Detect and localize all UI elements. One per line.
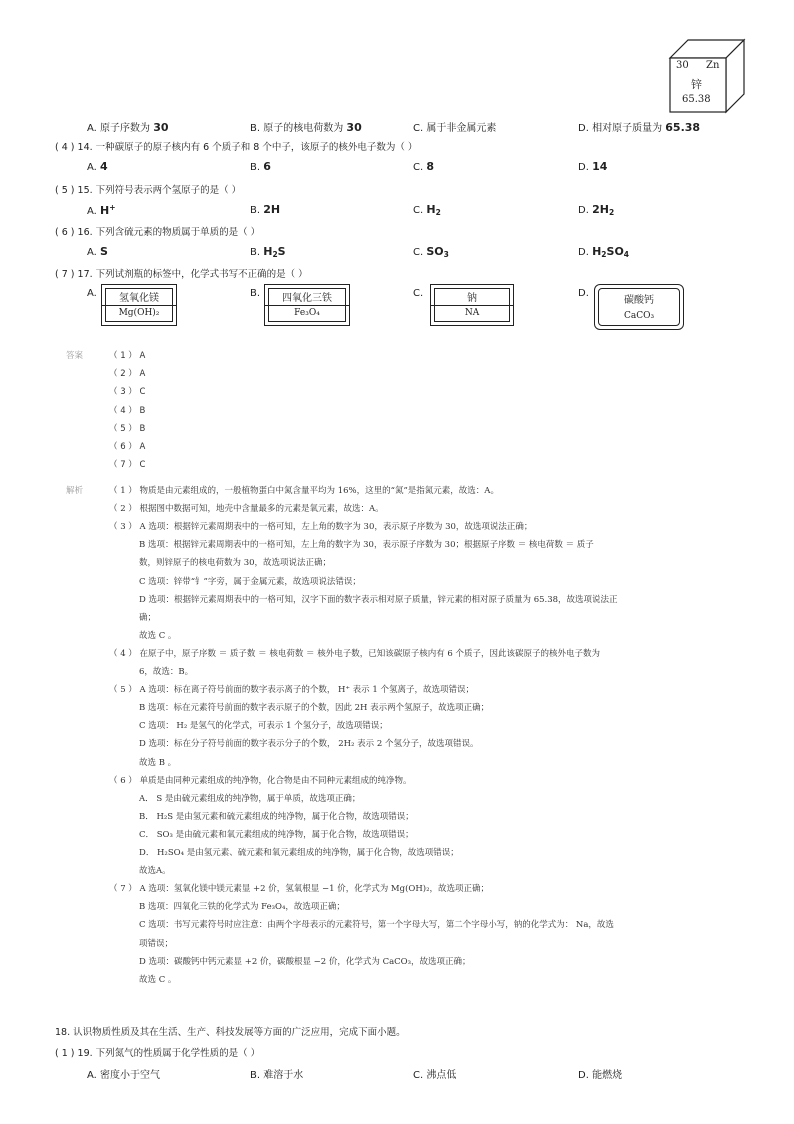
option-text: 相对原子质量为 <box>592 123 663 134</box>
q13-option-c[interactable] <box>413 119 496 134</box>
zinc-element-card <box>668 36 748 116</box>
q19-option-b[interactable]: B. 难溶于水 <box>250 1070 304 1081</box>
explanation-line: （ 7 ） A 选项：氢氧化镁中镁元素显 +2 价，氢氧根显 −1 价，化学式为 Mg(OH)₂，故选项正确； <box>109 884 489 895</box>
explanation-line: 故选 B 。 <box>139 757 177 768</box>
explanation-line: B 选项：标在元素符号前面的数字表示原子的个数，因此 2H 表示两个氢原子，故选项正确； <box>139 703 490 714</box>
q16-option-b[interactable]: B. $H_2S$ <box>250 245 286 259</box>
answer-item: （ 4 ） B <box>109 405 146 416</box>
element-name: 锌 <box>691 78 702 91</box>
q17-option-d-label[interactable] <box>594 284 684 330</box>
q17-option-c-label[interactable] <box>430 284 514 326</box>
explanation-label: 解析 <box>66 486 84 496</box>
q15-option-b[interactable]: B. 2H <box>250 203 281 216</box>
option-letter: B. <box>250 123 261 134</box>
option-text: 属于非金属元素 <box>426 123 497 134</box>
q19-option-d[interactable]: D. 能燃烧 <box>578 1070 623 1081</box>
explanation-line: （ 6 ） 单质是由同种元素组成的纯净物，化合物是由不同种元素组成的纯净物。 <box>109 775 412 786</box>
answer-item: （ 6 ） A <box>109 442 146 452</box>
explanation-line: B 选项：根据锌元素周期表中的一格可知，左上角的数字为 30，表示原子序数为 30；根据原子序数 ＝ 核电荷数 ＝ 质子 <box>139 540 594 551</box>
q16-stem: ( 6 ) 16. 下列含硫元素的物质属于单质的是（ ） <box>55 227 261 238</box>
label-name: 氢氧化镁 <box>119 293 159 304</box>
explanation-line: C 选项：锌带“钅”字旁，属于金属元素，故选项说法错误； <box>139 576 361 587</box>
option-letter: D. <box>578 123 589 134</box>
q14-stem: ( 4 ) 14. 一种碳原子的原子核内有 6 个质子和 8 个中子，该原子的核外电子数为（ ） <box>55 142 418 153</box>
label-formula: Mg(OH)₂ <box>118 308 160 318</box>
explanation-line: 项错误； <box>139 938 174 949</box>
option-value: 65.38 <box>665 121 701 134</box>
q19-option-c[interactable]: C. 沸点低 <box>413 1070 457 1081</box>
q14-option-a[interactable]: A. 4 <box>87 160 108 173</box>
q14-option-c[interactable]: C. 8 <box>413 160 435 173</box>
explanation-line: （ 2 ） 根据图中数据可知，地壳中含量最多的元素是氧元素，故选：A。 <box>109 504 384 515</box>
explanation-line: 数，则锌原子的核电荷数为 30，故选项说法正确； <box>139 558 332 569</box>
atomic-mass: 65.38 <box>682 94 711 105</box>
explanation-line: C 选项： H₂ 是氢气的化学式，可表示 1 个氢分子，故选项错误； <box>139 721 388 732</box>
explanation-line: （ 1 ） 物质是由元素组成的，一般植物蛋白中氮含量平均为 16%，这里的“氮”是指氮元素，故选：A。 <box>109 486 499 496</box>
answer-item: （ 1 ） A <box>109 351 146 361</box>
explanation-line: 故选A。 <box>139 866 171 877</box>
q13-option-d[interactable] <box>578 119 700 134</box>
explanation-line: （ 4 ） 在原子中，原子序数 ＝ 质子数 ＝ 核电荷数 ＝ 核外电子数，已知该碳原子核内有 6 个质子，因此该碳原子的核外电子数为 <box>109 648 601 659</box>
option-value: 30 <box>346 121 362 134</box>
answer-label: 答案 <box>66 351 84 361</box>
explanation-line: （ 3 ） A 选项：根据锌元素周期表中的一格可知，左上角的数字为 30，表示原子序数为 30，故选项说法正确； <box>109 522 533 533</box>
option-text: 原子的核电荷数为 <box>263 123 344 134</box>
explanation-line: 故选 C 。 <box>139 974 177 985</box>
q15-option-c[interactable]: C. $H_2$ <box>413 203 441 217</box>
explanation-line: （ 5 ） A 选项：标在离子符号前面的数字表示离子的个数， H⁺ 表示 1 个氢离子，故选项错误； <box>109 685 474 696</box>
q19-option-a[interactable]: A. 密度小于空气 <box>87 1070 161 1081</box>
explanation-line: D． H₂SO₄ 是由氢元素、硫元素和氧元素组成的纯净物，属于化合物，故选项错误； <box>139 848 459 858</box>
label-name: 钠 <box>467 293 477 304</box>
q15-option-d[interactable]: D. $2H_2$ <box>578 203 615 217</box>
explanation-line: D 选项：根据锌元素周期表中的一格可知，汉字下面的数字表示相对原子质量，锌元素的相对原子质量为 65.38，故选项说法正 <box>139 594 618 605</box>
q17-letter-d: D. <box>578 288 589 299</box>
explanation-line: A． S 是由硫元素组成的纯净物，属于单质，故选项正确； <box>139 793 361 804</box>
label-formula: CaCO₃ <box>623 311 655 321</box>
atomic-number: 30 <box>676 60 689 71</box>
answer-item: （ 2 ） A <box>109 369 146 380</box>
q16-option-d[interactable]: D. $H_2SO_4$ <box>578 245 630 259</box>
q17-option-b-label[interactable] <box>264 284 350 326</box>
explanation-line: D 选项：碳酸钙中钙元素显 +2 价，碳酸根显 −2 价，化学式为 CaCO₃，故选项正确； <box>139 956 471 967</box>
q18-stem: 18. 认识物质性质及其在生活、生产、科技发展等方面的广泛应用，完成下面小题。 <box>55 1027 406 1038</box>
option-letter: A. <box>87 123 97 134</box>
q16-option-a[interactable]: A. S <box>87 245 108 258</box>
element-symbol: Zn <box>706 60 720 71</box>
option-text: 原子序数为 <box>100 123 151 134</box>
q13-option-a[interactable] <box>87 119 169 134</box>
q15-option-a[interactable]: A. H+ <box>87 203 116 217</box>
q19-stem: ( 1 ) 19. 下列氮气的性质属于化学性质的是（ ） <box>55 1048 261 1059</box>
explanation-line: B． H₂S 是由氢元素和硫元素组成的纯净物，属于化合物，故选项错误； <box>139 811 414 822</box>
explanation-line: 故选 C 。 <box>139 630 177 641</box>
q17-letter-c: C. <box>413 288 424 299</box>
q15-stem: ( 5 ) 15. 下列符号表示两个氢原子的是（ ） <box>55 185 242 196</box>
label-formula: Fe₃O₄ <box>294 308 320 318</box>
label-name: 四氧化三铁 <box>282 293 332 304</box>
label-name: 碳酸钙 <box>624 295 654 306</box>
explanation-line: B 选项：四氧化三铁的化学式为 Fe₃O₄，故选项正确； <box>139 902 345 913</box>
label-formula: NA <box>464 308 480 318</box>
q17-option-a-label[interactable] <box>101 284 177 326</box>
q13-option-b[interactable] <box>250 119 362 134</box>
option-letter: C. <box>413 123 424 134</box>
explanation-line: C． SO₃ 是由硫元素和氧元素组成的纯净物，属于化合物，故选项错误； <box>139 829 414 840</box>
q16-option-c[interactable]: C. $SO_3$ <box>413 245 449 259</box>
explanation-line: 6，故选：B。 <box>139 667 194 677</box>
answer-item: （ 3 ） C <box>109 387 146 398</box>
explanation-line: 确； <box>139 612 157 623</box>
answer-item: （ 5 ） B <box>109 423 146 434</box>
q17-letter-a: A. <box>87 288 97 299</box>
option-value: 30 <box>153 121 169 134</box>
answer-item: （ 7 ） C <box>109 460 146 471</box>
explanation-line: C 选项：书写元素符号时应注意：由两个字母表示的元素符号，第一个字母大写，第二个字母小写，钠的化学式为： Na，故选 <box>139 920 614 931</box>
q14-option-d[interactable]: D. 14 <box>578 160 608 173</box>
q17-stem: ( 7 ) 17. 下列试剂瓶的标签中，化学式书写不正确的是（ ） <box>55 269 308 280</box>
q14-option-b[interactable]: B. 6 <box>250 160 271 173</box>
q17-letter-b: B. <box>250 288 261 299</box>
explanation-line: D 选项：标在分子符号前面的数字表示分子的个数， 2H₂ 表示 2 个氢分子，故选项错误。 <box>139 739 479 750</box>
